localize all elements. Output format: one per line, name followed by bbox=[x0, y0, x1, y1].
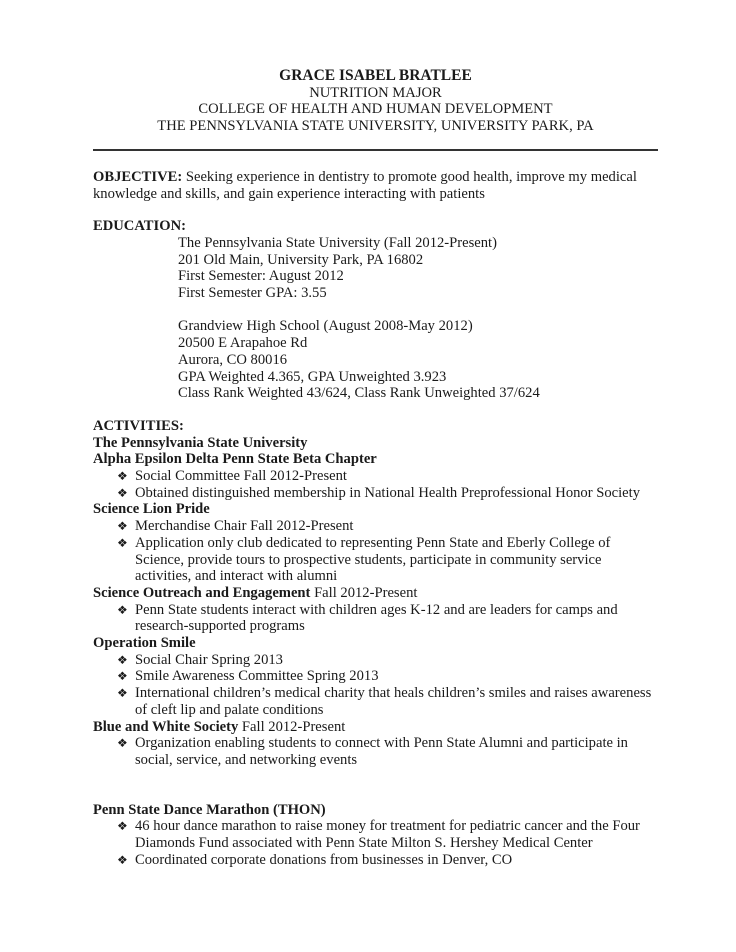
list-item-text: Social Committee Fall 2012-Present bbox=[135, 468, 347, 485]
activity-name: Blue and White Society bbox=[93, 718, 239, 735]
list-item-text: Obtained distinguished membership in National Health Preprofessional Honor Society bbox=[135, 484, 641, 501]
school-line: GPA Weighted 4.365, GPA Unweighted 3.923 bbox=[178, 368, 447, 385]
activity-title bbox=[93, 585, 658, 602]
activity-group bbox=[93, 802, 658, 869]
school-line: First Semester: August 2012 bbox=[178, 268, 344, 285]
school-line: 20500 E Arapahoe Rd bbox=[178, 335, 308, 352]
activity-name: Operation Smile bbox=[93, 635, 196, 652]
major: NUTRITION MAJOR bbox=[309, 84, 442, 101]
activity-title bbox=[93, 802, 658, 819]
activity-name: Alpha Epsilon Delta Penn State Beta Chapter bbox=[93, 451, 377, 468]
list-item-text: Coordinated corporate donations from businesses in Denver, CO bbox=[135, 851, 513, 868]
activities-section bbox=[93, 418, 658, 869]
activities-institution: The Pennsylvania State University bbox=[93, 434, 308, 451]
education-label: EDUCATION: bbox=[93, 218, 186, 235]
diamond-bullet-icon: ❖ bbox=[117, 469, 128, 484]
activity-group bbox=[93, 635, 658, 719]
list-item bbox=[93, 668, 658, 685]
list-item-text: International children’s medical charity that heals children’s smiles and raises awareness of cleft lip and palate conditions bbox=[135, 685, 652, 718]
list-item-text: Merchandise Chair Fall 2012-Present bbox=[135, 518, 354, 535]
list-item bbox=[93, 535, 658, 585]
list-item bbox=[93, 852, 658, 869]
activity-title bbox=[93, 635, 658, 652]
diamond-bullet-icon: ❖ bbox=[117, 819, 128, 834]
school-line: Class Rank Weighted 43/624, Class Rank Unweighted 37/624 bbox=[178, 385, 540, 402]
activity-name: Science Lion Pride bbox=[93, 501, 210, 518]
activity-group bbox=[93, 501, 658, 585]
school-line: Grandview High School (August 2008-May 2012) bbox=[178, 318, 473, 335]
diamond-bullet-icon: ❖ bbox=[117, 852, 128, 867]
school-line: Aurora, CO 80016 bbox=[178, 351, 288, 368]
list-item-text: Social Chair Spring 2013 bbox=[135, 651, 283, 668]
objective-section bbox=[93, 169, 658, 202]
activity-name: Penn State Dance Marathon (THON) bbox=[93, 801, 326, 818]
diamond-bullet-icon: ❖ bbox=[117, 736, 128, 751]
school-line: 201 Old Main, University Park, PA 16802 bbox=[178, 251, 424, 268]
objective-text: Seeking experience in dentistry to promote good health, improve my medical knowledge and skills, and gain experience interacting with patients bbox=[93, 168, 637, 202]
activity-groups bbox=[93, 451, 658, 868]
objective-label: OBJECTIVE: bbox=[93, 168, 183, 185]
university: THE PENNSYLVANIA STATE UNIVERSITY, UNIVERSITY PARK, PA bbox=[157, 118, 594, 135]
activity-group bbox=[93, 451, 658, 501]
activity-title bbox=[93, 451, 658, 468]
school-entry bbox=[93, 235, 658, 302]
activity-group bbox=[93, 585, 658, 635]
list-item bbox=[93, 818, 658, 851]
diamond-bullet-icon: ❖ bbox=[117, 652, 128, 667]
diamond-bullet-icon: ❖ bbox=[117, 485, 128, 500]
list-item-text: Organization enabling students to connect with Penn State Alumni and participate in social, service, and networking events bbox=[135, 735, 628, 768]
list-item bbox=[93, 652, 658, 669]
candidate-name: GRACE ISABEL BRATLEE bbox=[279, 67, 472, 84]
diamond-bullet-icon: ❖ bbox=[117, 686, 128, 701]
list-item bbox=[93, 685, 658, 718]
list-item-text: Application only club dedicated to representing Penn State and Eberly College of Science, provide tours to prospective students, participate in community service activities, and interact with alumni bbox=[135, 534, 611, 585]
activity-date: Fall 2012-Present bbox=[238, 718, 346, 735]
diamond-bullet-icon: ❖ bbox=[117, 602, 128, 617]
diamond-bullet-icon: ❖ bbox=[117, 669, 128, 684]
activity-title bbox=[93, 501, 658, 518]
education-section bbox=[93, 218, 658, 402]
diamond-bullet-icon: ❖ bbox=[117, 519, 128, 534]
list-item bbox=[93, 602, 658, 635]
activities-label: ACTIVITIES: bbox=[93, 417, 184, 434]
school-line: First Semester GPA: 3.55 bbox=[178, 285, 327, 302]
header-divider bbox=[93, 149, 658, 151]
list-item bbox=[93, 485, 658, 502]
list-item bbox=[93, 468, 658, 485]
activity-group bbox=[93, 719, 658, 769]
list-item bbox=[93, 735, 658, 768]
college: COLLEGE OF HEALTH AND HUMAN DEVELOPMENT bbox=[198, 101, 553, 118]
diamond-bullet-icon: ❖ bbox=[117, 535, 128, 550]
list-item-text: Smile Awareness Committee Spring 2013 bbox=[135, 668, 379, 685]
list-item bbox=[93, 518, 658, 535]
activity-title bbox=[93, 719, 658, 736]
school-line: The Pennsylvania State University (Fall 2012-Present) bbox=[178, 234, 497, 251]
activity-date: Fall 2012-Present bbox=[310, 584, 418, 601]
list-item-text: 46 hour dance marathon to raise money for treatment for pediatric cancer and the Four Diamonds Fund associated with Penn State Milton S. Hershey Medical Center bbox=[135, 818, 640, 852]
list-item-text: Penn State students interact with children ages K-12 and are leaders for camps and research-supported programs bbox=[135, 601, 618, 635]
school-entry bbox=[93, 318, 658, 402]
activity-name: Science Outreach and Engagement bbox=[93, 584, 311, 601]
resume-page bbox=[93, 68, 658, 869]
